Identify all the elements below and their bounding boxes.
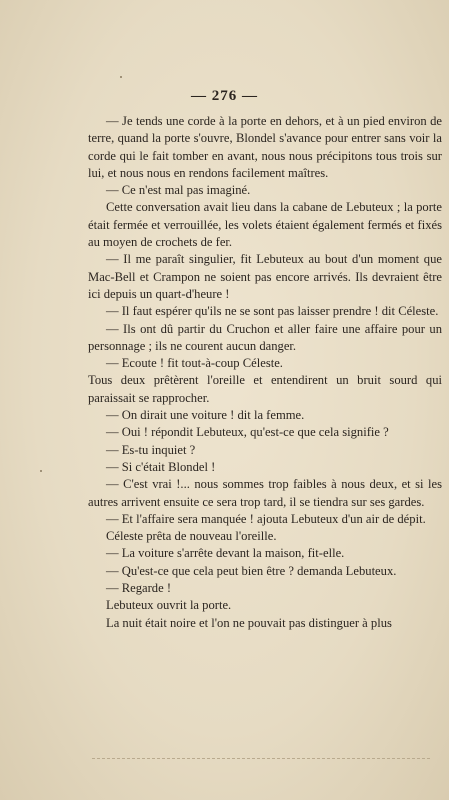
page-number: — 276 — — [191, 88, 258, 104]
dialogue-paragraph: — Es-tu inquiet ? — [106, 442, 196, 457]
dialogue-paragraph: — Il faut espérer qu'ils ne se sont pas laisser prendre ! dit Céleste. — [106, 304, 439, 319]
dialogue-paragraph: — On dirait une voiture ! dit la femme. — [106, 408, 305, 423]
dialogue-paragraph: — Je tends une corde à la porte en dehors, et à un pied environ de terre, quand la porte s'ouvre, Blondel s'avance pour entrer sans voir la corde qui le fait tomber en avant, nous nous précipitons tous trois sur lui, et nous nous en rendons facilement maîtres. — [88, 114, 442, 180]
dialogue-paragraph: — Ce n'est mal pas imaginé. — [106, 183, 251, 198]
dialogue-paragraph: — La voiture s'arrête devant la maison, fit-elle. — [106, 546, 345, 561]
dialogue-paragraph: — Regarde ! — [106, 581, 172, 596]
narrative-paragraph: Cette conversation avait lieu dans la cabane de Lebuteux ; la porte était fermée et verrouillée, les volets étaient également fermés et fixés au moyen de crochets de fer. — [88, 200, 442, 250]
dialogue-paragraph: — Si c'était Blondel ! — [106, 459, 216, 474]
dialogue-paragraph: — Il me paraît singulier, fit Lebuteux au bout d'un moment que Mac-Bell et Crampon ne soient pas encore arrivés. Ils devraient être ici depuis un quart-d'heure ! — [88, 252, 442, 301]
narrative-paragraph: Lebuteux ouvrit la porte. — [106, 598, 232, 613]
dialogue-paragraph: — Ecoute ! fit tout-à-coup Céleste. — [106, 356, 283, 371]
bottom-rule — [92, 758, 430, 760]
dialogue-paragraph: — Qu'est-ce que cela peut bien être ? demanda Lebuteux. — [106, 563, 397, 578]
dialogue-paragraph: — Ils ont dû partir du Cruchon et aller faire une affaire pour un personnage ; ils ne courent aucun danger. — [88, 321, 442, 353]
paper-speck — [40, 470, 42, 472]
dialogue-paragraph: — Oui ! répondit Lebuteux, qu'est-ce que cela signifie ? — [106, 425, 389, 440]
narrative-paragraph: Tous deux prêtèrent l'oreille et entendirent un bruit sourd qui paraissait se rapprocher. — [88, 373, 442, 405]
narrative-paragraph: La nuit était noire et l'on ne pouvait pas distinguer à plus — [106, 615, 392, 630]
dialogue-paragraph: — C'est vrai !... nous sommes trop faibles à nous deux, et si les autres arrivent ensuite ce sera trop tard, il se tiendra sur ses gardes. — [88, 477, 442, 509]
narrative-paragraph: Céleste prêta de nouveau l'oreille. — [106, 529, 277, 544]
paper-speck — [120, 76, 122, 78]
body-text — [88, 113, 442, 632]
dialogue-paragraph: — Et l'affaire sera manquée ! ajouta Lebuteux d'un air de dépit. — [106, 511, 426, 526]
